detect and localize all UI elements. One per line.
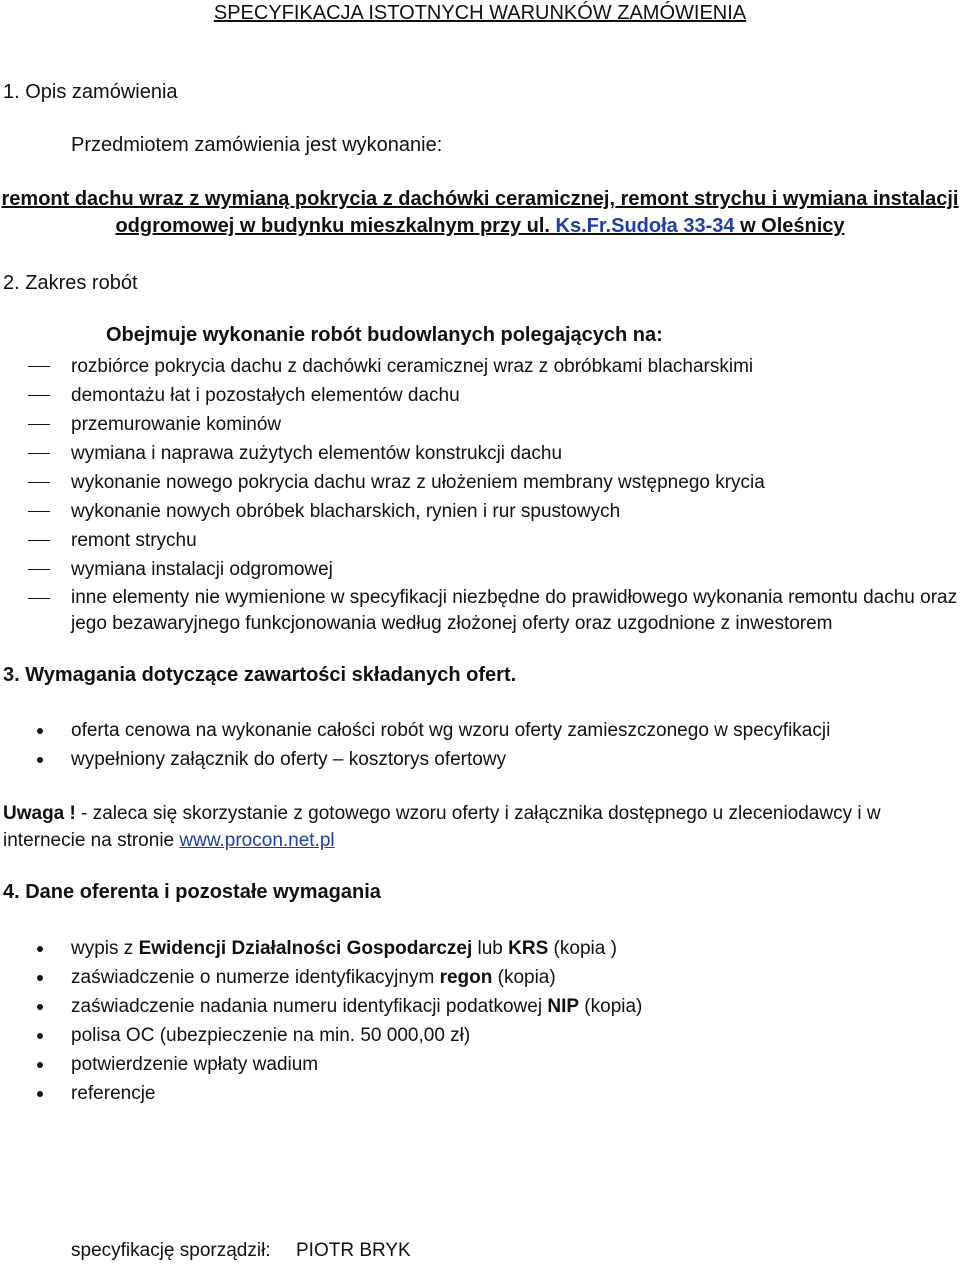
bullet-icon <box>37 1062 43 1068</box>
bullet-icon <box>37 757 43 763</box>
order-subject-line-1: remont dachu wraz z wymianą pokrycia z dachówki ceramicznej, remont strychu i wymiana instalacji <box>1 188 959 210</box>
scope-item: wymiana i naprawa zużytych elementów konstrukcji dachu <box>0 439 960 468</box>
offer-requirements-list <box>0 716 830 774</box>
scope-item: wymiana instalacji odgromowej <box>0 555 960 584</box>
order-subject-city: w Oleśnicy <box>740 215 845 237</box>
bullet-icon <box>37 975 43 981</box>
section-1-heading: 1. Opis zamówienia <box>3 81 178 103</box>
note-text: - zaleca się skorzystanie z gotowego wzoru oferty i załącznika dostępnego u zleceniodawcy i w internecie na stronie <box>3 803 881 851</box>
bullet-icon <box>37 728 43 734</box>
signature-name: PIOTR BRYK <box>296 1240 411 1261</box>
scope-item: inne elementy nie wymienione w specyfikacji niezbędne do prawidłowego wykonania remontu dachu oraz jego bezawaryjnego funkcjonowania według złożonej oferty oraz uzgodnione z inwestorem <box>0 584 960 637</box>
scope-item: wykonanie nowego pokrycia dachu wraz z ułożeniem membrany wstępnego krycia <box>0 468 960 497</box>
bullet-icon <box>37 1091 43 1097</box>
list-item: potwierdzenie wpłaty wadium <box>0 1050 642 1079</box>
dash-icon <box>28 482 50 483</box>
dash-icon <box>28 511 50 512</box>
bullet-icon <box>37 946 43 952</box>
scope-item: remont strychu <box>0 526 960 555</box>
list-item: polisa OC (ubezpieczenie na min. 50 000,00 zł) <box>0 1021 642 1050</box>
scope-item: wykonanie nowych obróbek blacharskich, rynien i rur spustowych <box>0 497 960 526</box>
list-item: zaświadczenie nadania numeru identyfikacji podatkowej NIP (kopia) <box>0 992 642 1021</box>
list-item: oferta cenowa na wykonanie całości robót wg wzoru oferty zamieszczonego w specyfikacji <box>0 716 830 745</box>
document-title: SPECYFIKACJA ISTOTNYCH WARUNKÓW ZAMÓWIENIA <box>213 2 747 24</box>
bullet-icon <box>37 1033 43 1039</box>
section-1-intro: Przedmiotem zamówienia jest wykonanie: <box>71 134 443 156</box>
dash-icon <box>28 540 50 541</box>
dash-icon <box>28 395 50 396</box>
order-subject-line-2 <box>0 213 960 240</box>
scope-item: demontażu łat i pozostałych elementów dachu <box>0 381 960 410</box>
dash-icon <box>28 424 50 425</box>
order-subject <box>0 186 960 240</box>
procon-link[interactable]: www.procon.net.pl <box>179 830 335 851</box>
note-label: Uwaga ! <box>3 803 76 824</box>
section-3-heading: 3. Wymagania dotyczące zawartości składanych ofert. <box>3 664 517 686</box>
signature-label: specyfikację sporządził: <box>71 1240 271 1261</box>
list-item: wypis z Ewidencji Działalności Gospodarczej lub KRS (kopia ) <box>0 934 642 963</box>
list-item: wypełniony załącznik do oferty – kosztorys ofertowy <box>0 745 830 774</box>
order-subject-address-prefix: odgromowej w budynku mieszkalnym przy ul. <box>115 215 550 237</box>
section-2-lead: Obejmuje wykonanie robót budowlanych polegających na: <box>106 324 663 346</box>
list-item: zaświadczenie o numerze identyfikacyjnym regon (kopia) <box>0 963 642 992</box>
scope-list <box>0 352 960 637</box>
dash-icon <box>28 569 50 570</box>
dash-icon <box>28 598 50 599</box>
section-4-heading: 4. Dane oferenta i pozostałe wymagania <box>3 881 381 903</box>
section-2-heading: 2. Zakres robót <box>3 272 138 294</box>
order-subject-street: Ks.Fr.Sudoła 33-34 <box>555 215 735 237</box>
list-item: referencje <box>0 1079 642 1108</box>
note-paragraph <box>3 800 953 854</box>
dash-icon <box>28 366 50 367</box>
scope-item: przemurowanie kominów <box>0 410 960 439</box>
bullet-icon <box>37 1004 43 1010</box>
scope-item: rozbiórce pokrycia dachu z dachówki ceramicznej wraz z obróbkami blacharskimi <box>0 352 960 381</box>
bidder-requirements-list <box>0 934 642 1108</box>
dash-icon <box>28 453 50 454</box>
